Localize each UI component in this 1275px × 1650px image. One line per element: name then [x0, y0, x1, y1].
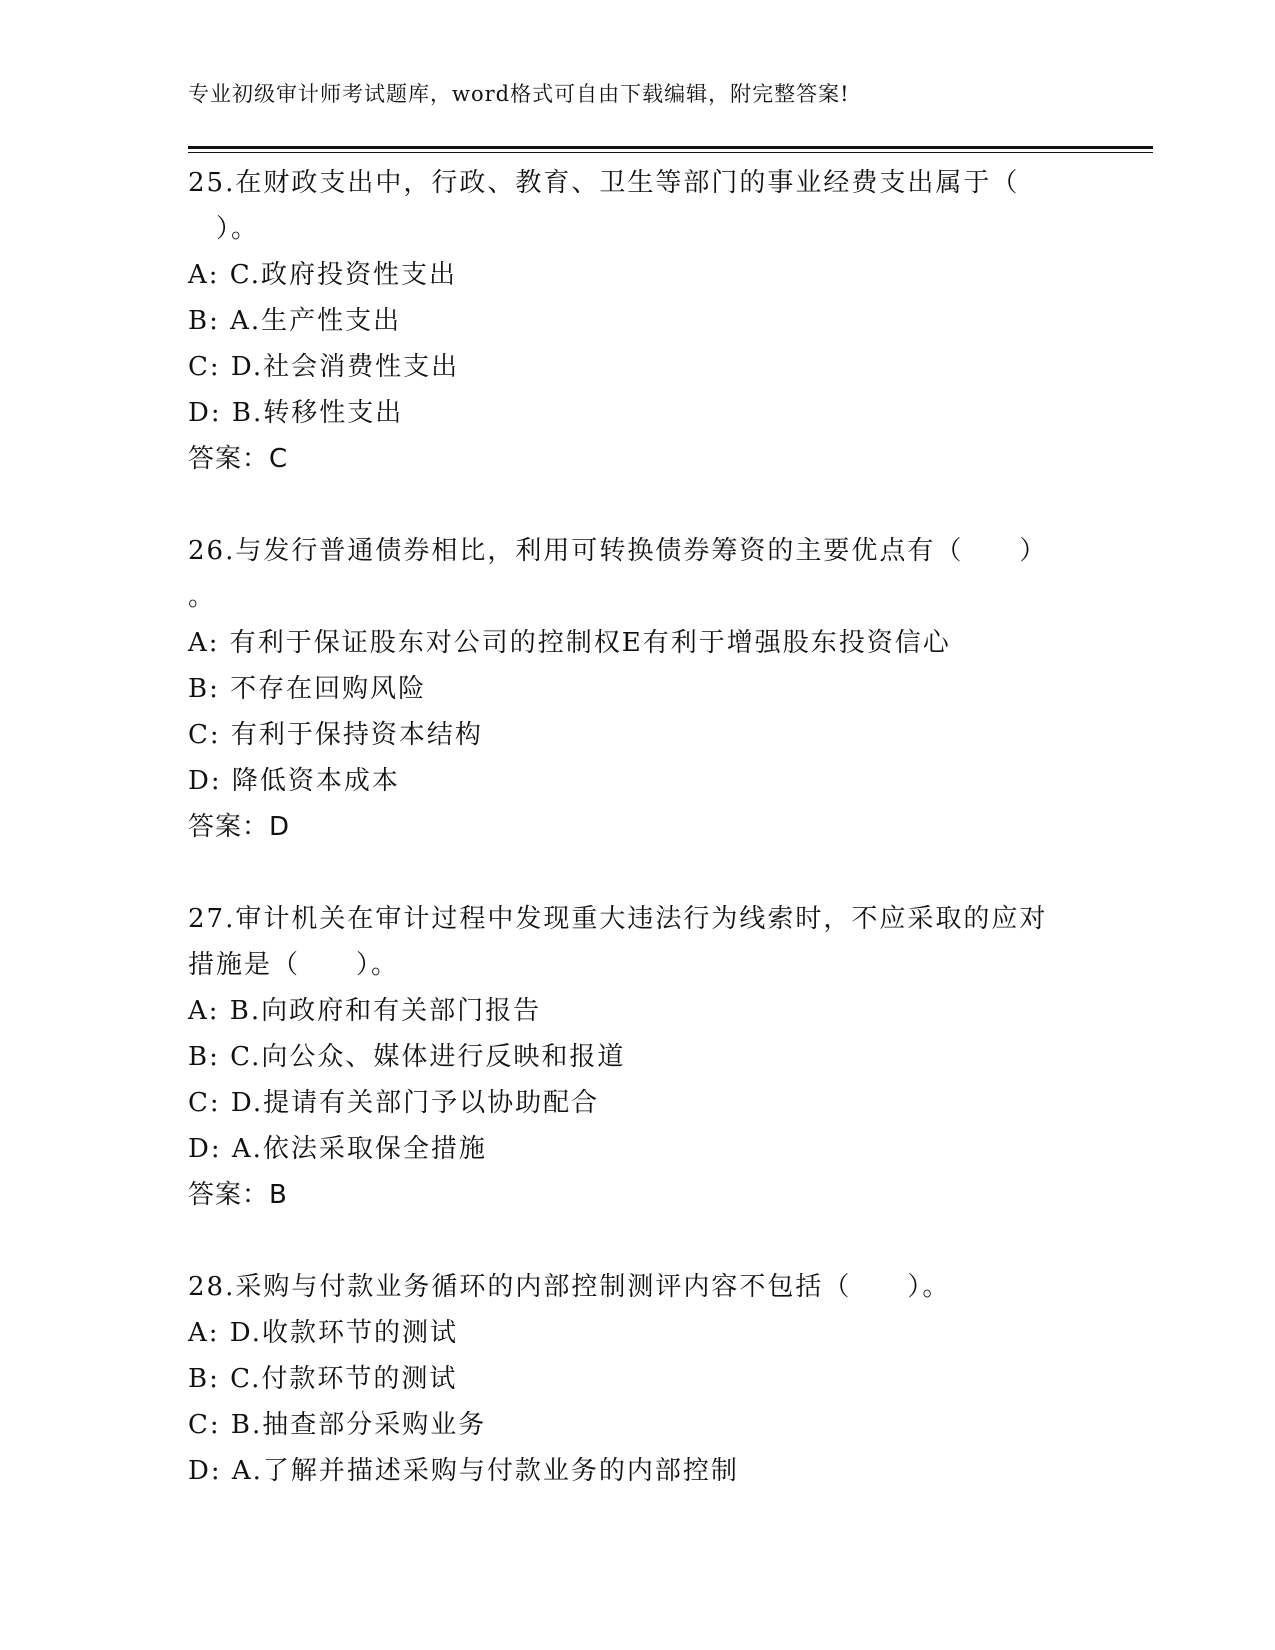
option-a: A: C.政府投资性支出 — [188, 260, 458, 290]
question-26 — [188, 528, 1088, 850]
question-stem: 25.在财政支出中，行政、教育、卫生等部门的事业经费支出属于（ — [188, 168, 1020, 198]
question-28 — [188, 1264, 1088, 1494]
option-b: B: C.付款环节的测试 — [188, 1364, 458, 1394]
option-c: C: B.抽查部分采购业务 — [188, 1410, 487, 1440]
header-divider-thick — [188, 146, 1153, 149]
question-spacer — [188, 1218, 1088, 1264]
question-27 — [188, 896, 1088, 1218]
header-divider-thin — [188, 152, 1153, 153]
option-a: A: D.收款环节的测试 — [188, 1318, 458, 1348]
option-c: C: D.社会消费性支出 — [188, 352, 460, 382]
option-b: B: C.向公众、媒体进行反映和报道 — [188, 1042, 626, 1072]
question-stem: 27.审计机关在审计过程中发现重大违法行为线索时，不应采取的应对 — [188, 904, 1048, 934]
question-stem: 措施是（ ）。 — [188, 950, 400, 980]
question-spacer — [188, 482, 1088, 528]
question-stem: 28.采购与付款业务循环的内部控制测评内容不包括（ ）。 — [188, 1272, 951, 1302]
question-25 — [188, 160, 1088, 482]
option-d: D: A.了解并描述采购与付款业务的内部控制 — [188, 1456, 739, 1486]
option-d: D: 降低资本成本 — [188, 766, 400, 796]
option-a: A: 有利于保证股东对公司的控制权E有利于增强股东投资信心 — [188, 628, 951, 658]
question-stem: 26.与发行普通债券相比，利用可转换债券筹资的主要优点有（ ） — [188, 536, 1048, 566]
page-header: 专业初级审计师考试题库，word格式可自由下载编辑，附完整答案! — [188, 82, 850, 106]
answer-label: 答案：D — [188, 812, 291, 842]
question-stem: ）。 — [188, 214, 260, 244]
option-a: A: B.向政府和有关部门报告 — [188, 996, 542, 1026]
option-b: B: A.生产性支出 — [188, 306, 402, 336]
option-c: C: 有利于保持资本结构 — [188, 720, 483, 750]
option-d: D: B.转移性支出 — [188, 398, 404, 428]
question-spacer — [188, 850, 1088, 896]
answer-label: 答案：C — [188, 444, 289, 474]
question-stem: 。 — [188, 582, 217, 612]
option-b: B: 不存在回购风险 — [188, 674, 427, 704]
option-d: D: A.依法采取保全措施 — [188, 1134, 487, 1164]
question-list — [188, 160, 1088, 1494]
option-c: C: D.提请有关部门予以协助配合 — [188, 1088, 600, 1118]
answer-label: 答案：B — [188, 1180, 288, 1210]
